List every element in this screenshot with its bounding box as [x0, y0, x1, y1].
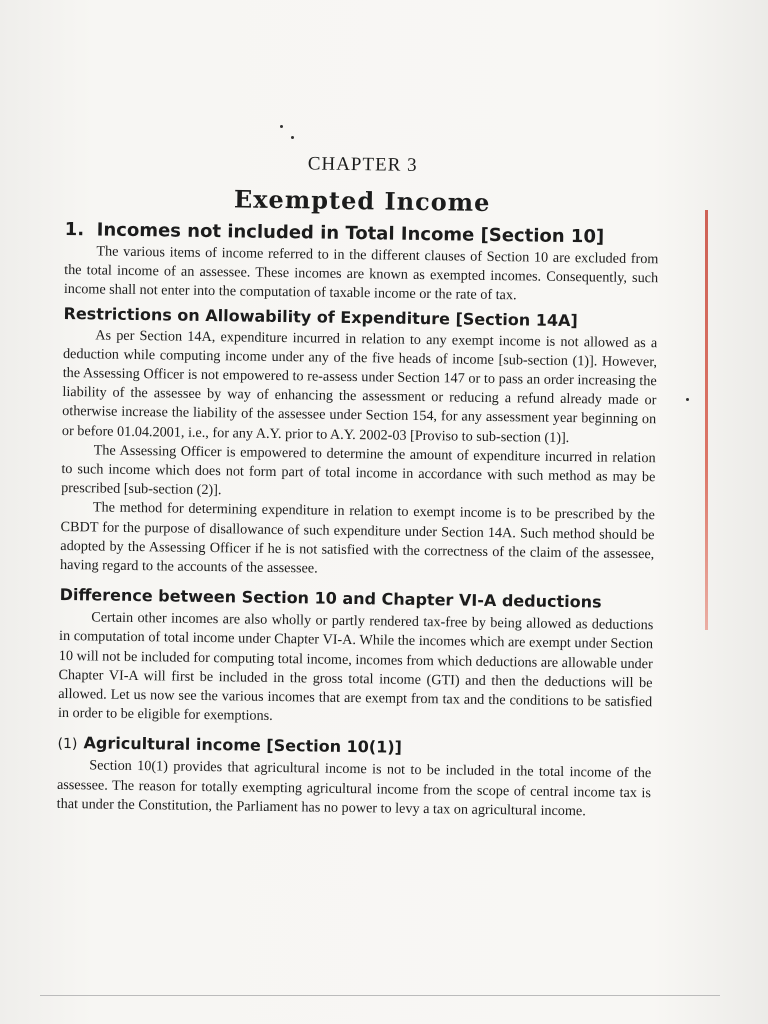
paragraph: The various items of income referred to in the different clauses of Section 10 are excluded from the total income of an assessee. These incomes are known as exempted incomes. Consequently, such income shall not enter into the computation of taxable income or the rate of tax.	[63, 243, 659, 304]
paragraph: The method for determining expenditure in relation to exempt income is to be prescribed by the CBDT for the purpose of disallowance of such expenditure under Section 14A. Such method should be adopted by the Assessing Officer if he is not satisfied with the correctness of the claim of the assessee, having regard to the accounts of the assessee.	[59, 499, 655, 577]
chapter-title: Exempted Income	[233, 184, 491, 217]
page-edge-shadow	[705, 210, 708, 630]
paragraph: As per Section 14A, expenditure incurred in relation to any exempt income is not allowed as a deduction while computing income under any of the five heads of income [sub-section (1)]. However, the Assessing Officer is not empowered to re-assess under Section 147 or to pass an order increasing the liability of the assessee by way of enhancing the assessment or reducing a refund already made or otherwise increase the liability of the assessee under Section 154, for any assessment year beginning on or before 01.04.2001, i.e., for any A.Y. prior to A.Y. 2002-03 [Proviso to sub-section (1)].	[61, 327, 658, 446]
paragraph: Certain other incomes are also wholly or partly rendered tax-free by being allowed as deductions in computation of total income under Chapter VI-A. While the incomes which are exempt under Section 10 will not be included for computing total income, incomes from which deductions are allowable under Chapter VI-A will first be included in the gross total income (GTI) and then the deductions will be allowed. Let us now see the various incomes that are exempt from tax and the conditions to be satisfied in order to be eligible for exemptions.	[57, 609, 654, 725]
page-bottom-edge	[40, 995, 720, 996]
subsection-heading	[57, 733, 651, 760]
chapter-label: CHAPTER 3	[307, 153, 418, 176]
section-number: 1.	[64, 218, 85, 241]
paragraph: Section 10(1) provides that agricultural income is not to be included in the total income of the assessee. The reason for totally exempting agricultural income from the scope of central income tax is that under the Constitution, the Parliament has no power to levy a tax on agricultural income.	[56, 757, 652, 820]
subsection-number: (1)	[57, 736, 78, 753]
subsection-heading: Restrictions on Allowability of Expenditure [Section 14A]	[63, 303, 578, 330]
section-title: Incomes not included in Total Income [Section 10]	[96, 219, 605, 248]
speck	[280, 125, 283, 128]
paragraph: The Assessing Officer is empowered to determine the amount of expenditure incurred in relation to such income which does not form part of total income in accordance with such method as may be prescribed [sub-section (2)].	[61, 442, 656, 499]
speck	[686, 398, 689, 401]
subsection-heading: Difference between Section 10 and Chapter VI-A deductions	[59, 585, 602, 612]
speck	[291, 136, 294, 139]
subsection-title: Agricultural income [Section 10(1)]	[83, 733, 403, 758]
page-content	[57, 140, 660, 822]
